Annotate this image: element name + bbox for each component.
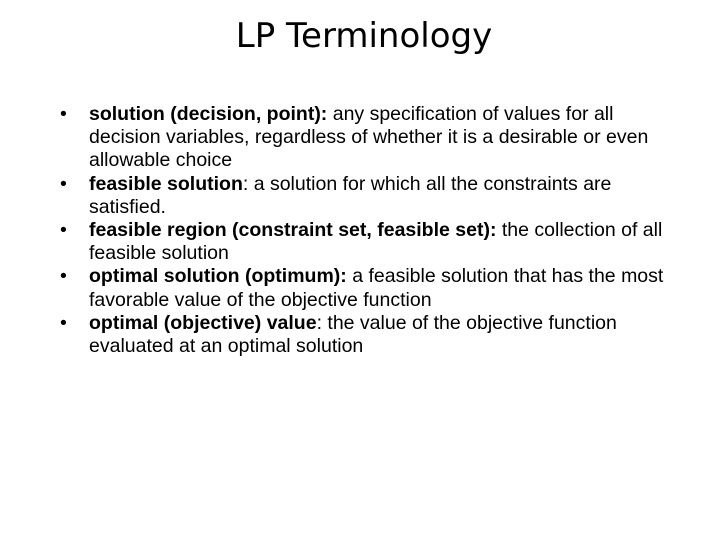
bullet-item-optimal-solution <box>60 265 685 311</box>
bullet-icon: • <box>60 172 67 195</box>
definition-solution: any specification of values for all decision variables, regardless of whether it is a desirable or even allowable choice <box>89 103 649 172</box>
bullet-item-optimal-value <box>60 312 685 358</box>
bullet-icon: • <box>60 219 67 242</box>
slide-title: LP Terminology <box>235 16 493 56</box>
definition-feasible-region: the collection of all feasible solution <box>89 219 663 265</box>
bullet-item-feasible-region <box>60 219 685 265</box>
bullet-icon: • <box>60 311 67 334</box>
definition-optimal-value: : the value of the objective function evaluated at an optimal solution <box>89 311 617 358</box>
definition-feasible-solution: : a solution for which all the constraints are satisfied. <box>89 172 612 218</box>
term-optimal-value: optimal (objective) value <box>89 311 317 334</box>
term-optimal-solution: optimal solution (optimum): <box>89 265 347 288</box>
bullet-icon: • <box>60 103 67 125</box>
bullet-list <box>60 103 685 358</box>
term-solution: solution (decision, point): <box>89 103 328 125</box>
term-feasible-region: feasible region (constraint set, feasible set): <box>89 219 497 242</box>
definition-optimal-solution: a feasible solution that has the most favorable value of the objective function <box>89 265 664 311</box>
bullet-item-feasible-solution <box>60 173 685 219</box>
bullet-item-solution <box>60 103 685 173</box>
term-feasible-solution: feasible solution <box>89 172 243 195</box>
bullet-icon: • <box>60 265 67 288</box>
